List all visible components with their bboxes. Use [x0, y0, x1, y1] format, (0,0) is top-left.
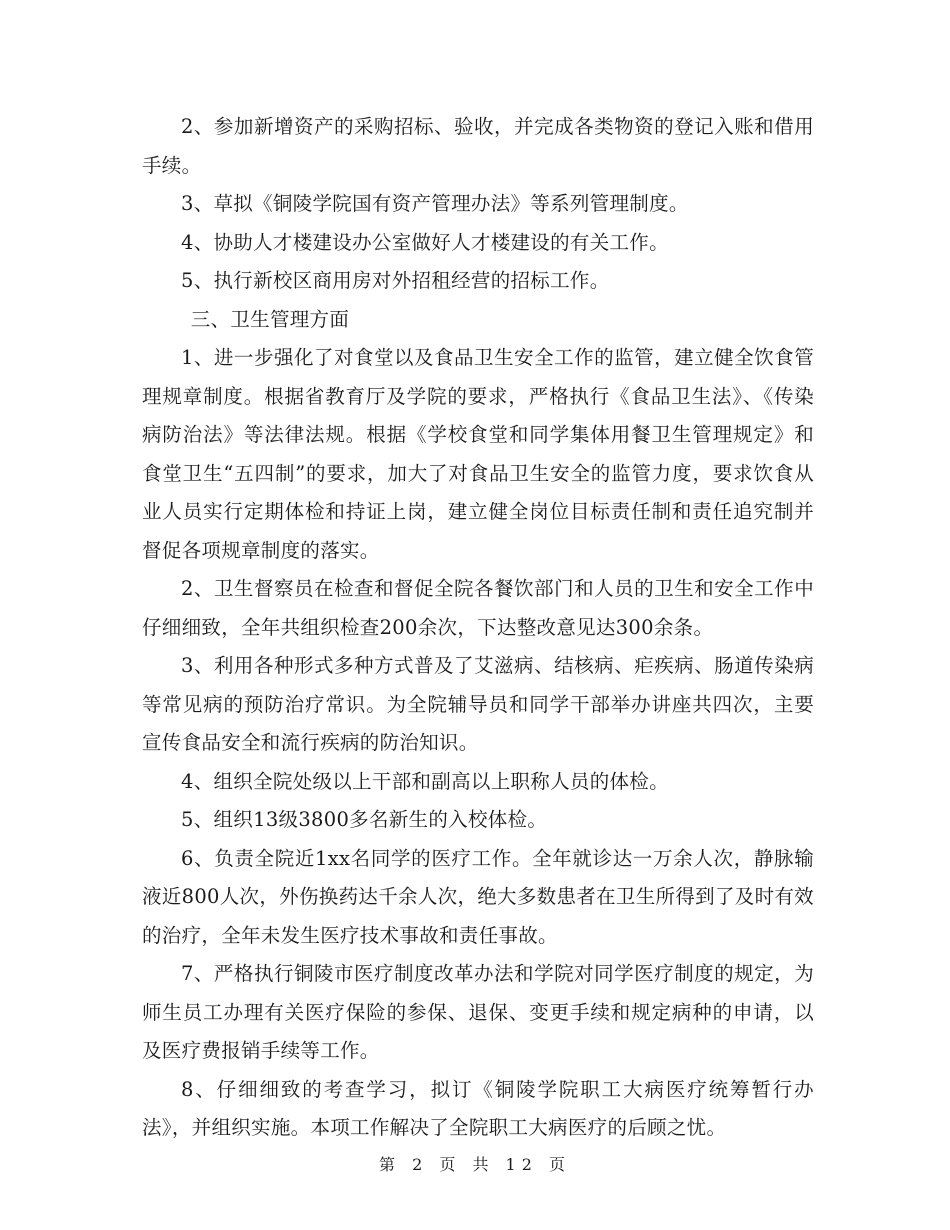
- paragraph-health-4: 4、组织全院处级以上干部和副高以上职称人员的体检。: [181, 769, 669, 793]
- paragraph-health-6: 6、负责全院近1xx名同学的医疗工作。全年就诊达一万余人次，静脉输液近800人次，外伤换药达千余人次，绝大多数患者在卫生所得到了及时有效的治疗，全年未发生医疗技术事故和责任事故。: [142, 846, 814, 947]
- paragraph-asset-3: 3、草拟《铜陵学院国有资产管理办法》等系列管理制度。: [181, 192, 689, 215]
- paragraph-health-8: 8、仔细细致的考查学习，拟订《铜陵学院职工大病医疗统筹暂行办法》，并组织实施。本项工作解决了全院职工大病医疗的后顾之忧。: [142, 1077, 814, 1139]
- paragraph-health-3: 3、利用各种形式多种方式普及了艾滋病、结核病、疟疾病、肠道传染病等常见病的预防治疗常识。为全院辅导员和同学干部举办讲座共四次，主要宣传食品安全和流行疾病的防治知识。: [142, 654, 814, 754]
- paragraph-health-7: 7、严格执行铜陵市医疗制度改革办法和学院对同学医疗制度的规定，为师生员工办理有关医疗保险的参保、退保、变更手续和规定病种的申请，以及医疗费报销手续等工作。: [142, 962, 814, 1062]
- paragraph-health-1: 1、进一步强化了对食堂以及食品卫生安全工作的监管，建立健全饮食管理规章制度。根据省教育厅及学院的要求，严格执行《食品卫生法》、《传染病防治法》等法律法规。根据《学校食堂和同学集体用餐卫生管理规定》和食堂卫生“五四制”的要求，加大了对食品卫生安全的监管力度，要求饮食从业人员实行定期体检和持证上岗，建立健全岗位目标责任制和责任追究制并督促各项规章制度的落实。: [142, 346, 814, 562]
- paragraph-asset-5: 5、执行新校区商用房对外招租经营的招标工作。: [181, 269, 610, 292]
- paragraph-health-5: 5、组织13级3800多名新生的入校体检。: [181, 808, 548, 831]
- paragraph-health-2: 2、卫生督察员在检查和督促全院各餐饮部门和人员的卫生和安全工作中仔细细致，全年共组织检查200余次，下达整改意见达300余条。: [142, 577, 814, 639]
- paragraph-asset-4: 4、协助人才楼建设办公室做好人才楼建设的有关工作。: [181, 230, 669, 254]
- section-heading-health: 三、卫生管理方面: [190, 307, 350, 331]
- page-number-footer: 第 2 页 共 12 页: [379, 1155, 571, 1174]
- paragraph-asset-2: 2、参加新增资产的采购招标、验收，并完成各类物资的登记入账和借用手续。: [142, 115, 814, 177]
- document-body: [142, 108, 814, 1148]
